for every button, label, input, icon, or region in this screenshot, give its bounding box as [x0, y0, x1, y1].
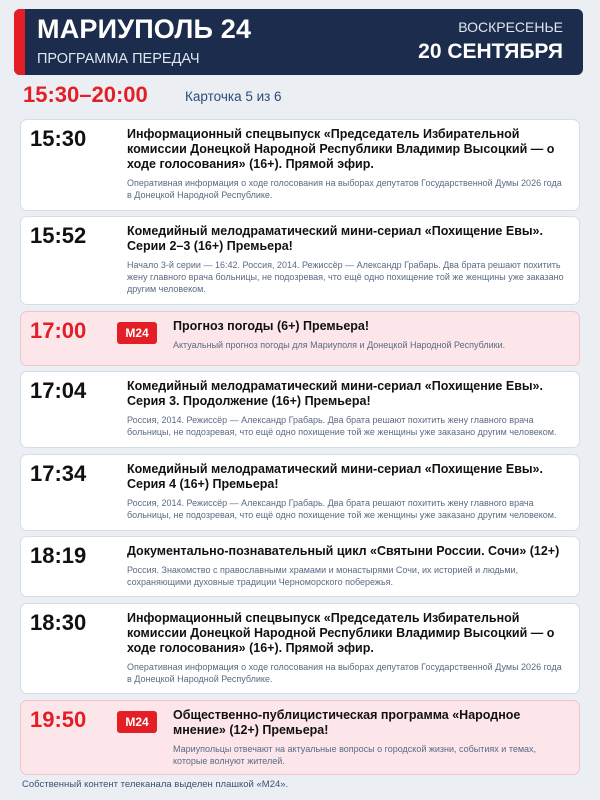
- program-time: 18:30: [30, 610, 87, 635]
- time-range: 15:30–20:00: [23, 82, 148, 107]
- program-description: Мариупольцы отвечают на актуальные вопросы о городской жизни, событиях и темах, которые волнуют жителей.: [173, 744, 537, 766]
- program-time: 17:34: [30, 461, 87, 486]
- program-title: Общественно-публицистическая программа «Народное мнение» (12+) Премьера!: [173, 708, 521, 737]
- program-card-own-content: [20, 700, 580, 775]
- program-title: Информационный спецвыпуск «Председатель Избирательной комиссии Донецкой Народной Республики Владимир Высоцкий — о ходе голосования» (16+). Прямой эфир.: [127, 127, 555, 171]
- m24-badge: М24: [117, 711, 157, 733]
- channel-title: МАРИУПОЛЬ 24: [37, 14, 252, 44]
- program-description: Актуальный прогноз погоды для Мариуполя и Донецкой Народной Республики.: [173, 340, 506, 350]
- program-description: Россия. Знакомство с православными храмами и монастырями Сочи, их историей и людьми, сохраняющими духовные традиции Черноморского побережья.: [127, 565, 519, 587]
- header-banner: [14, 9, 583, 75]
- program-card: [20, 119, 580, 211]
- program-card: [20, 371, 580, 448]
- header-subtitle: ПРОГРАММА ПЕРЕДАЧ: [37, 51, 200, 67]
- program-title: Прогноз погоды (6+) Премьера!: [173, 319, 370, 333]
- program-title: Комедийный мелодраматический мини-сериал «Похищение Евы». Серия 3. Продолжение (16+) Премьера!: [127, 379, 543, 408]
- program-title: Документально-познавательный цикл «Святыни России. Сочи» (12+): [127, 544, 560, 558]
- program-time: 17:00: [30, 318, 87, 343]
- card-counter: Карточка 5 из 6: [185, 89, 282, 104]
- program-card: [20, 603, 580, 694]
- program-card-own-content: [20, 311, 580, 366]
- program-description: Оперативная информация о ходе голосования на выборах депутатов Государственной Думы 2026 года в Донецкой Народной Республике.: [127, 178, 562, 200]
- header-accent-stripe: [14, 9, 25, 75]
- program-description: Оперативная информация о ходе голосования на выборах депутатов Государственной Думы 2026 года в Донецкой Народной Республике.: [127, 662, 562, 684]
- weekday: ВОСКРЕСЕНЬЕ: [458, 19, 563, 35]
- footnote: Собственный контент телеканала выделен плашкой «М24».: [22, 779, 289, 790]
- program-description: Начало 3-й серии — 16:42. Россия, 2014. Режиссёр — Александр Грабарь. Два брата решают похитить жену главного врача больницы, не подозревая, что ещё одно похищение той же женщины уже заказано другим человеком.: [127, 260, 564, 294]
- program-card: [20, 454, 580, 531]
- program-description: Россия, 2014. Режиссёр — Александр Грабарь. Два брата решают похитить жену главного врача больницы, не подозревая, что ещё одно похищение той же женщины уже заказано другим человеком.: [127, 498, 557, 520]
- program-time: 18:19: [30, 543, 87, 568]
- program-time: 19:50: [30, 707, 87, 732]
- program-time: 17:04: [30, 378, 87, 403]
- program-title: Комедийный мелодраматический мини-сериал «Похищение Евы». Серии 2–3 (16+) Премьера!: [127, 224, 543, 253]
- program-title: Информационный спецвыпуск «Председатель Избирательной комиссии Донецкой Народной Республики Владимир Высоцкий — о ходе голосования» (16+). Прямой эфир.: [127, 611, 555, 655]
- program-time: 15:30: [30, 126, 87, 151]
- program-description: Россия, 2014. Режиссёр — Александр Грабарь. Два брата решают похитить жену главного врача больницы, не подозревая, что ещё одно похищение той же женщины уже заказано другим человеком.: [127, 415, 557, 437]
- m24-badge: М24: [117, 322, 157, 344]
- program-time: 15:52: [30, 223, 87, 248]
- program-title: Комедийный мелодраматический мини-сериал «Похищение Евы». Серия 4 (16+) Премьера!: [127, 462, 543, 491]
- program-card: [20, 536, 580, 597]
- program-card: [20, 216, 580, 305]
- date: 20 СЕНТЯБРЯ: [418, 40, 563, 63]
